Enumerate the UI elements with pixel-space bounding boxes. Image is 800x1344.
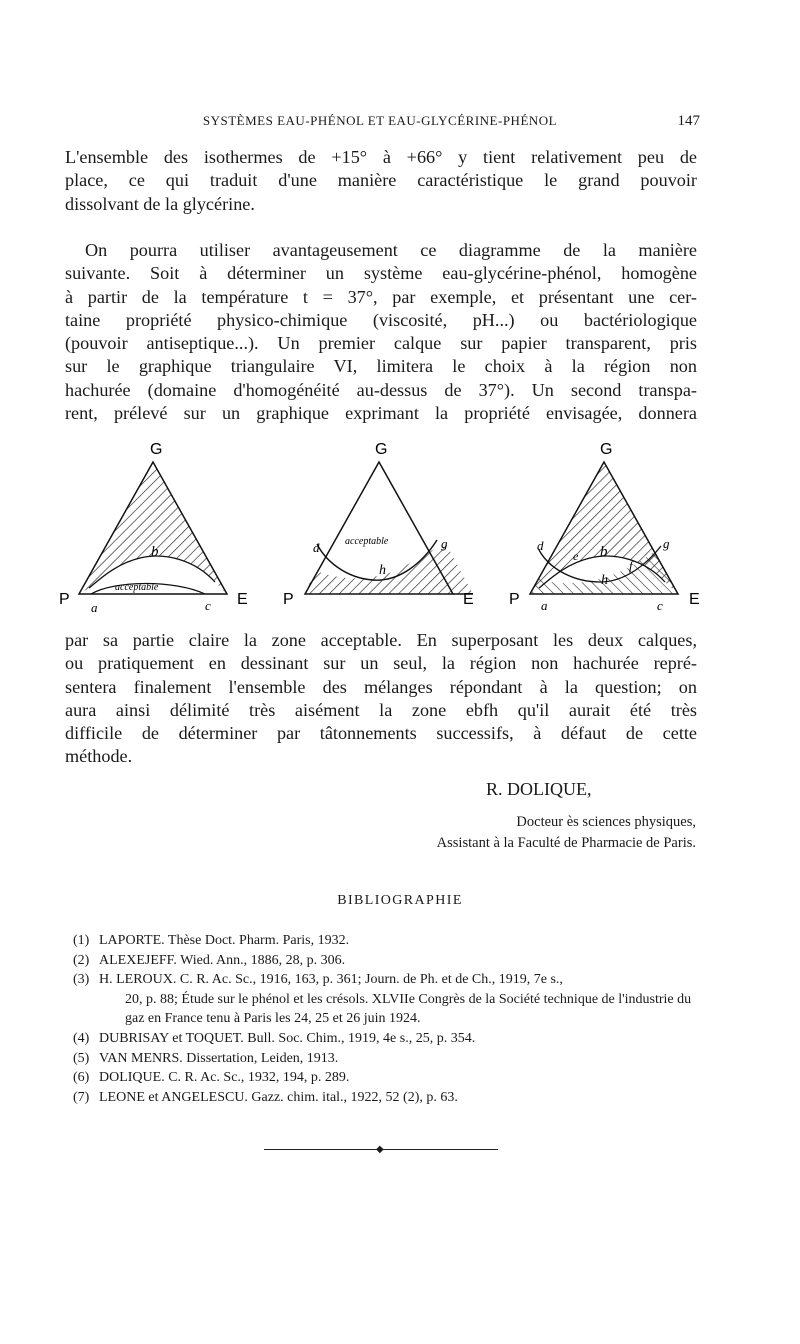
text-line: ou pratiquement en dessinant sur un seul, la région non hachurée repré- — [65, 653, 697, 674]
bibliography-list — [73, 931, 701, 1107]
text-line: aura ainsi délimité très aisément la zone ebfh qu'il aurait été très — [65, 699, 697, 720]
label-G: G — [375, 441, 388, 458]
figure-1 — [59, 441, 248, 615]
label-c: c — [657, 598, 663, 613]
bib-number: (3) — [73, 972, 90, 988]
label-E: E — [689, 591, 700, 608]
label-b: b — [151, 544, 159, 560]
label-a: a — [91, 600, 98, 615]
bib-text-continued: 20, p. 88; Étude sur le phénol et les crésols. XLVIIe Congrès de la Société technique de l'industrie du gaz en France tenu à Paris les 24, 25 et 26 juin 1924. — [125, 991, 692, 1027]
bib-text: DUBRISAY et TOQUET. Bull. Soc. Chim., 1919, 4e s., 25, p. 354. — [99, 1030, 476, 1046]
label-a: a — [541, 598, 548, 613]
label-P: P — [283, 591, 294, 608]
text-line: sur le graphique triangulaire VI, limitera le choix à la région non — [65, 356, 697, 377]
hatched-region — [79, 462, 227, 594]
bib-number: (2) — [73, 952, 90, 968]
label-P: P — [59, 591, 70, 608]
text-line: L'ensemble des isothermes de +15° à +66° y tient relativement peu de — [65, 147, 697, 167]
paragraph-1 — [65, 146, 697, 216]
text-line: à partir de la température t = 37°, par exemple, et présentant une cer- — [65, 286, 697, 307]
text-line: dissolvant de la glycérine. — [65, 193, 255, 214]
bib-number: (4) — [73, 1030, 90, 1046]
text-line: suivante. Soit à déterminer un système eau-glycérine-phénol, homogène — [65, 263, 697, 284]
text-line: place, ce qui traduit d'une manière caractéristique le grand pouvoir — [65, 170, 697, 191]
author-title-1: Docteur ès sciences physiques, — [516, 814, 696, 830]
text-line: On pourra utiliser avantageusement ce diagramme de la manière — [85, 240, 697, 260]
running-title: SYSTÈMES EAU-PHÉNOL ET EAU-GLYCÉRINE-PHÉNOL — [202, 113, 558, 128]
text-line: méthode. — [65, 746, 133, 767]
text-line: sentera finalement l'ensemble des mélanges répondant à la question; on — [65, 676, 697, 697]
ternary-diagrams — [55, 432, 715, 632]
text-line: par sa partie claire la zone acceptable. En superposant les deux calques, — [65, 630, 697, 650]
bib-text: VAN MENRS. Dissertation, Leiden, 1913. — [99, 1050, 339, 1066]
paragraph-2 — [65, 239, 697, 425]
bib-entry — [73, 1049, 701, 1069]
bib-number: (6) — [73, 1070, 90, 1086]
page-number: 147 — [677, 113, 700, 129]
bibliography-heading: BIBLIOGRAPHIE — [337, 893, 463, 908]
bib-entry — [73, 951, 701, 971]
bib-number: (5) — [73, 1050, 90, 1066]
bib-text: ALEXEJEFF. Wied. Ann., 1886, 28, p. 306. — [99, 952, 346, 968]
label-d: d — [313, 540, 320, 555]
label-E: E — [237, 591, 248, 608]
label-e: e — [573, 549, 579, 563]
paragraph-3 — [65, 629, 697, 769]
label-acceptable: acceptable — [345, 536, 389, 547]
running-header — [60, 113, 700, 133]
text-line: difficile de déterminer par tâtonnements successifs, à défaut de cette — [65, 723, 697, 744]
label-h: h — [601, 573, 608, 588]
label-G: G — [600, 441, 613, 458]
label-acceptable: acceptable — [115, 582, 159, 593]
text-line: taine propriété physico-chimique (viscosité, pH...) ou bactériologique — [65, 309, 697, 330]
bib-entry — [73, 1068, 701, 1088]
label-P: P — [509, 591, 520, 608]
label-b: b — [600, 544, 608, 560]
text-line: rent, prélevé sur un graphique exprimant la propriété envisagée, donnera — [65, 403, 697, 424]
bib-entry — [73, 1088, 701, 1108]
label-g: g — [441, 536, 448, 551]
label-E: E — [463, 591, 474, 608]
text-line: (pouvoir antiseptique...). Un premier calque sur papier transparent, pris — [65, 333, 697, 354]
author-name: R. DOLIQUE, — [486, 779, 592, 799]
bib-number: (1) — [73, 933, 90, 948]
label-G: G — [150, 441, 163, 458]
label-h: h — [379, 563, 386, 578]
label-d: d — [537, 538, 544, 553]
text-line: hachurée (domaine d'homogénéité au-dessus de 37°). Un second transpa- — [65, 379, 697, 400]
bib-text: DOLIQUE. C. R. Ac. Sc., 1932, 194, p. 289. — [99, 1070, 350, 1086]
label-c: c — [205, 598, 211, 613]
bib-entry — [73, 1029, 701, 1049]
diamond-ornament: ◆ — [376, 1144, 384, 1155]
bib-text: H. LEROUX. C. R. Ac. Sc., 1916, 163, p. 361; Journ. de Ph. et de Ch., 1919, 7e s., — [99, 972, 563, 988]
bib-text: LEONE et ANGELESCU. Gazz. chim. ital., 1922, 52 (2), p. 63. — [99, 1089, 458, 1105]
bib-entry — [73, 970, 701, 1029]
bib-text: LAPORTE. Thèse Doct. Pharm. Paris, 1932. — [99, 933, 350, 948]
bib-number: (7) — [73, 1089, 90, 1105]
figure-svg — [55, 432, 715, 632]
bib-entry — [73, 931, 701, 951]
figure-2 — [283, 441, 474, 608]
figure-3 — [509, 441, 700, 613]
label-f: f — [629, 558, 633, 573]
author-title-2: Assistant à la Faculté de Pharmacie de Paris. — [436, 835, 696, 851]
label-g: g — [663, 536, 670, 551]
